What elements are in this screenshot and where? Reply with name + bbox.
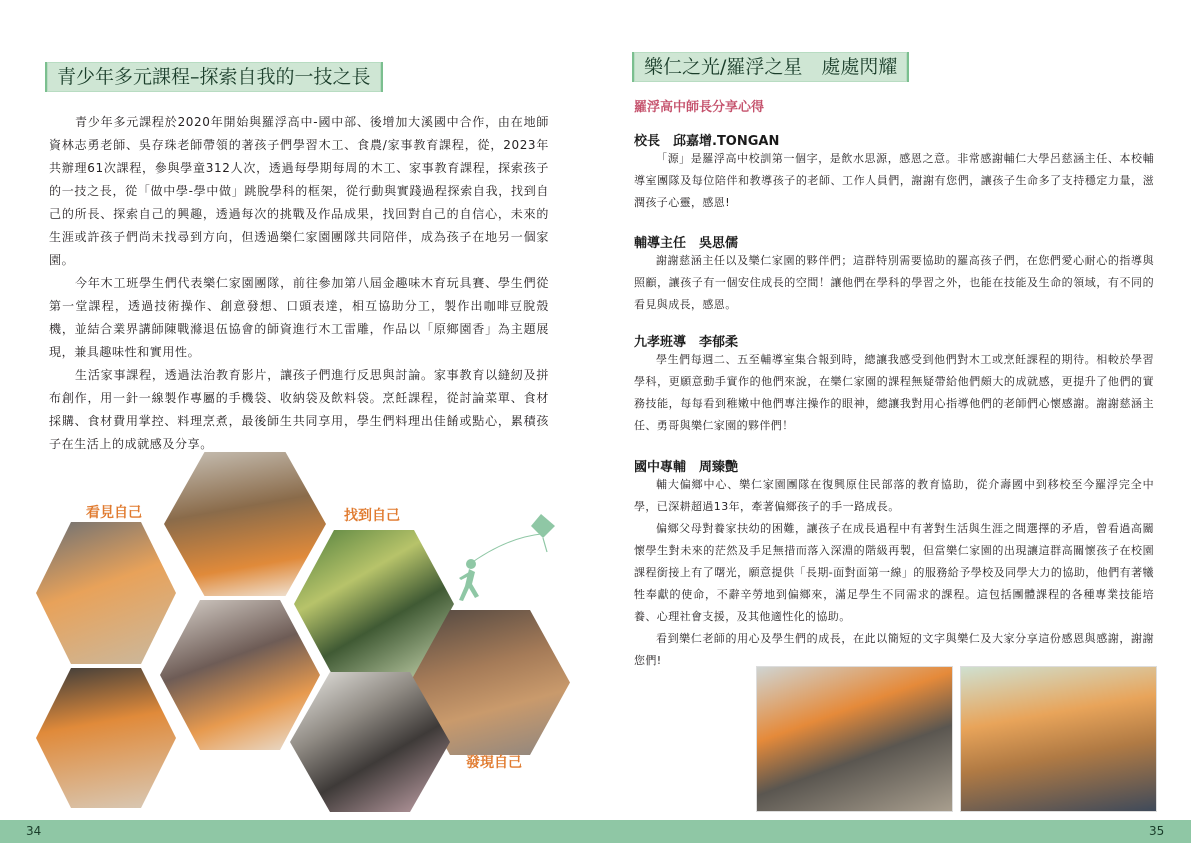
section-body-counselor xyxy=(634,474,1154,672)
left-paragraph-3: 生活家事課程，透過法治教育影片，讓孩子們進行反思與討論。家事教育以縫紉及拼布創作，用一針一線製作專屬的手機袋、收納袋及飲料袋。烹飪課程，從討論菜單、食材採購、食材費用掌控、料理烹煮，最後師生共同享用，學生們料理出佳餚或點心，累積孩子在生活上的成就感及分享。 xyxy=(49,368,549,451)
runner-icon xyxy=(459,559,479,601)
page-number-left: 34 xyxy=(26,824,42,838)
section-body-homeroom xyxy=(634,349,1154,437)
section-title-principal: 校長 邱嘉增.TONGAN xyxy=(634,134,780,149)
label-discover-self: 發現自己 xyxy=(466,755,522,771)
right-subhead: 羅浮高中師長分享心得 xyxy=(634,100,765,115)
page-number-right: 35 xyxy=(1149,824,1165,838)
kite-runner-illustration xyxy=(455,508,565,608)
section-paragraph: 學生們每週二、五至輔導室集合報到時，總讓我感受到他們對木工或烹飪課程的期待。相較於學習學科，更願意動手實作的他們來說，在樂仁家園的課程無疑帶給他們頗大的成就感，更提升了他們的實務技能，每每看到稚嫩中他們專注操作的眼神，總讓我對用心指導他們的老師們心懷感謝。謝謝慈涵主任、勇哥與樂仁家園的夥伴們！ xyxy=(634,353,1154,432)
section-body-principal xyxy=(634,148,1154,214)
right-title: 樂仁之光/羅浮之星 處處閃耀 xyxy=(632,52,909,82)
photo-hex-2 xyxy=(164,452,326,596)
section-body-counseling xyxy=(634,250,1154,316)
section-paragraph: 偏鄉父母對養家扶幼的困難，讓孩子在成長過程中有著對生活與生涯之間選擇的矛盾，曾看過高關懷學生對未來的茫然及手足無措而落入深淵的階級再製，但當樂仁家園的出現讓這群高關懷孩子在校園課程銜接上有了曙光，願意提供「長期-面對面第一線」的服務給予學校及同學大力的協助，他們有著犧牲奉獻的使命，不辭辛勞地到偏鄉來，滿足學生不同需求的課程。這包括團體課程的各種專業技能培養、心理社會支援，及其他適性化的協助。 xyxy=(634,522,1154,623)
section-title-counselor: 國中專輔 周臻艷 xyxy=(634,460,739,475)
photo-hex-6 xyxy=(36,668,176,808)
left-body xyxy=(49,111,549,456)
left-paragraph-2: 今年木工班學生們代表樂仁家園團隊，前往參加第八屆金趣味木育玩具賽、學生們從第一堂課程，透過技術操作、創意發想、口頭表達，相互協助分工，製作出咖啡豆脫殼機，並結合業界講師陳戰滌退伍協會的師資進行木工雷雕，作品以「原鄉園香」為主題展現，兼具趣味性和實用性。 xyxy=(49,276,549,359)
label-see-self: 看見自己 xyxy=(86,505,142,521)
section-paragraph: 輔大偏鄉中心、樂仁家園團隊在復興原住民部落的教育協助，從介壽國中到移校至今羅浮完全中學，已深耕超過13年，牽著偏鄉孩子的手一路成長。 xyxy=(634,478,1154,513)
left-title: 青少年多元課程–探索自我的一技之長 xyxy=(45,62,383,92)
section-title-counseling: 輔導主任 吳思儒 xyxy=(634,236,739,251)
right-page xyxy=(596,0,1191,843)
photo-workshop-left xyxy=(756,666,953,812)
label-find-self: 找到自己 xyxy=(344,508,400,524)
section-paragraph: 看到樂仁老師的用心及學生們的成長，在此以簡短的文字與樂仁及大家分享這份感恩與感謝，謝謝您們! xyxy=(634,632,1154,667)
section-paragraph: 謝謝慈涵主任以及樂仁家園的夥伴們；這群特別需要協助的羅高孩子們，在您們愛心耐心的指導與照顧，讓孩子有一個安住成長的空間！讓他們在學科的學習之外，也能在技能及生命的領域，有不同的看見與成長，感恩。 xyxy=(634,254,1154,311)
photo-hex-1 xyxy=(36,522,176,664)
left-page xyxy=(0,0,595,843)
photo-hex-4 xyxy=(160,600,320,750)
section-title-homeroom: 九孝班導 李郁柔 xyxy=(634,335,739,350)
photo-workshop-right xyxy=(960,666,1157,812)
section-paragraph: 「源」是羅浮高中校訓第一個字，是飲水思源，感恩之意。非常感謝輔仁大學呂慈涵主任、本校輔導室團隊及每位陪伴和教導孩子的老師、工作人員們，謝謝有您們，讓孩子生命多了支持穩定力量，滋潤孩子心靈，感恩! xyxy=(634,152,1154,209)
left-paragraph-1: 青少年多元課程於2020年開始與羅浮高中-國中部、後增加大溪國中合作，由在地師資林志勇老師、吳存珠老師帶領的著孩子們學習木工、食農/家事教育課程，從，2023年共辦理61次課程，參與學童312人次，透過每學期每周的木工、家事教育課程，探索孩子的一技之長，從「做中學-學中做」跳脫學科的框架，從行動與實踐過程探索自我，找到自己的所長、探索自己的興趣，透過每次的挑戰及作品成果，找回對自己的自信心，未來的生涯或許孩子們尚未找尋到方向，但透過樂仁家園團隊共同陪伴，成為孩子在地另一個家園。 xyxy=(49,115,549,267)
